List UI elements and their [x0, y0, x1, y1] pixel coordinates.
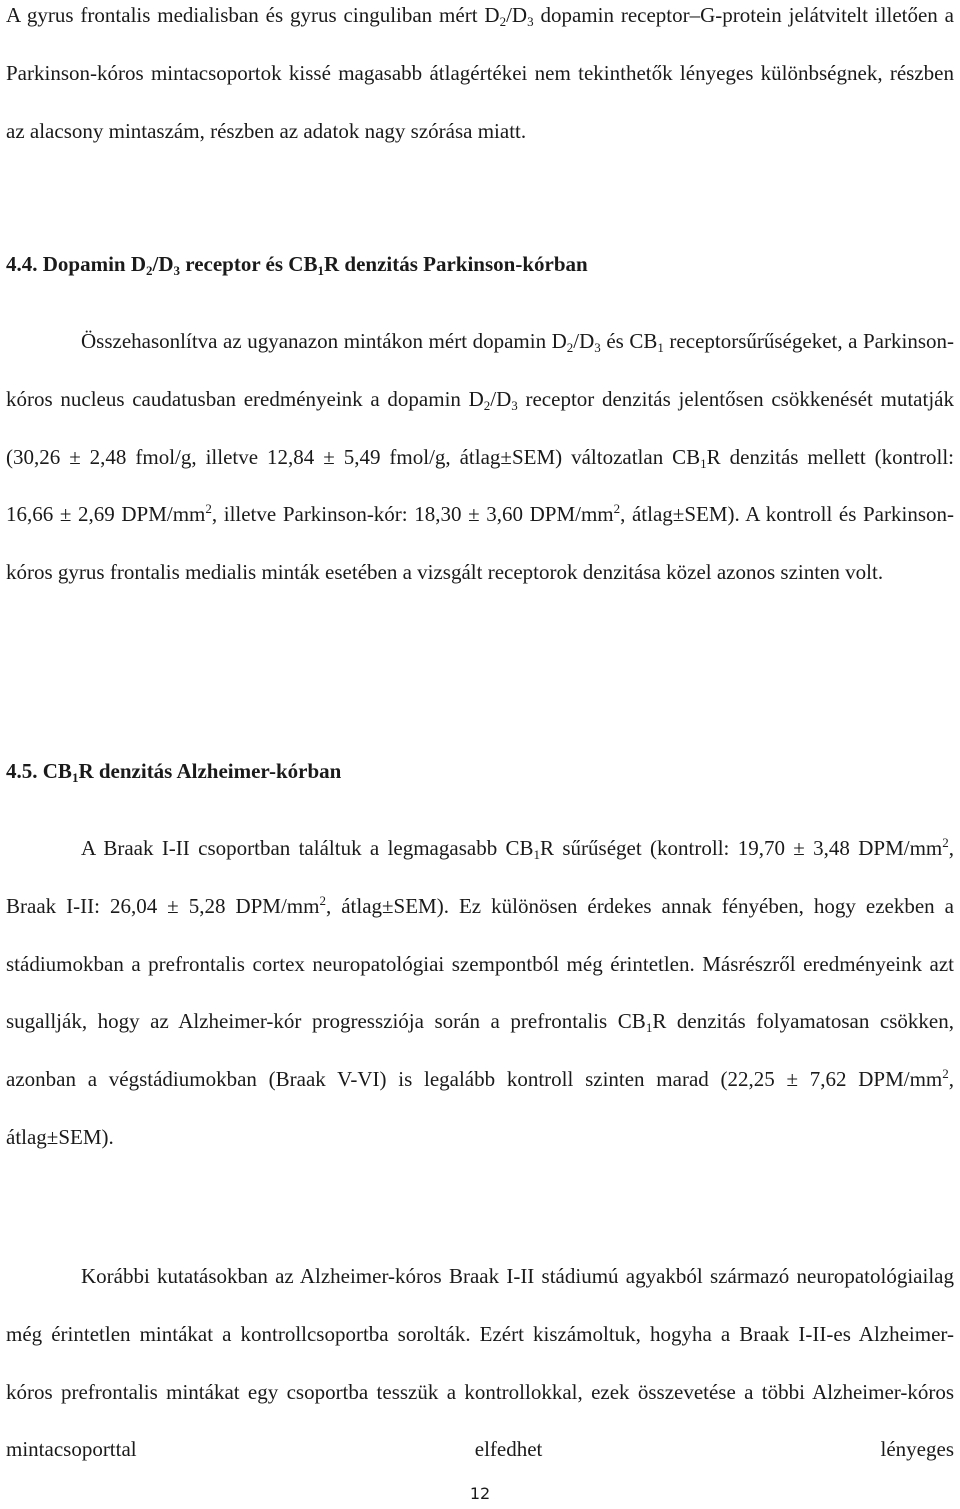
paragraph-alzheimer: A Braak I-II csoportban találtuk a legmagasabb $CB_1R$ sűrűséget (kontroll: 19,70 ± 3,48 DPM/$mm^2$, Braak I-II: 26,04 ± 5,28 DPM/$mm^2$, átlag±SEM). Ez különösen érdekes annak fényében, hogy ezekben a stádiumokban a prefrontalis cortex neuropatológiai szempontból még érintetlen. Másrészről eredményeink azt sugallják, hogy az Alzheimer-kór progressziója során a prefrontalis $CB_1R$ denzitás folyamatosan csökken, azonban a végstádiumokban (Braak V-VI) is legalább kontroll szinten marad (22,25 ± 7,62 DPM/$mm^2$, átlag±SEM).	[6, 835, 954, 1149]
section-heading-4-5: 4.5. $CB_1R$ denzitás Alzheimer-kórban	[6, 759, 342, 785]
paragraph-parkinson: Összehasonlítva az ugyanazon mintákon mért dopamin $D_2/D_3$ és $CB_1$ receptorsűrűségeket, a Parkinson-kóros nucleus caudatusban eredményeink a dopamin $D_2/D_3$ receptor denzitás jelentősen csökkenését mutatják (30,26 ± 2,48 fmol/g, illetve 12,84 ± 5,49 fmol/g, átlag±SEM) változatlan $CB_1R$ denzitás mellett (kontroll: 16,66 ± 2,69 DPM/$mm^2$, illetve Parkinson-kór: 18,30 ± 3,60 DPM/$mm^2$, átlag±SEM). A kontroll és Parkinson-kóros gyrus frontalis medialis minták esetében a vizsgált receptorok denzitása közel azonos szinten volt.	[6, 329, 955, 585]
paragraph-intro: A gyrus frontalis medialisban és gyrus cinguliban mért $D_2/D_3$ dopamin receptor–G-protein jelátvitelt illetően a Parkinson-kóros mintacsoportok kissé magasabb átlagértékei nem tekinthetők lényeges különbségnek, részben az alacsony mintaszám, részben az adatok nagy szórása miatt.	[6, 3, 954, 143]
paragraph-previous-research: Korábbi kutatásokban az Alzheimer-kóros Braak I-II stádiumú agyakból származó neuropatológiailag még érintetlen mintákat a kontrollcsoportba sorolták. Ezért kiszámoltuk, hogyha a Braak I-II-es Alzheimer-kóros prefrontalis mintákat egy csoportba tesszük a kontrollokkal, ezek összevetése a többi Alzheimer-kóros mintacsoporttal elfedhet lényeges	[6, 1264, 954, 1462]
page-number: 12	[469, 1484, 491, 1503]
section-heading-4-4: 4.4. Dopamin $D_2/D_3$ receptor és $CB_1R$ denzitás Parkinson-kórban	[6, 252, 588, 278]
